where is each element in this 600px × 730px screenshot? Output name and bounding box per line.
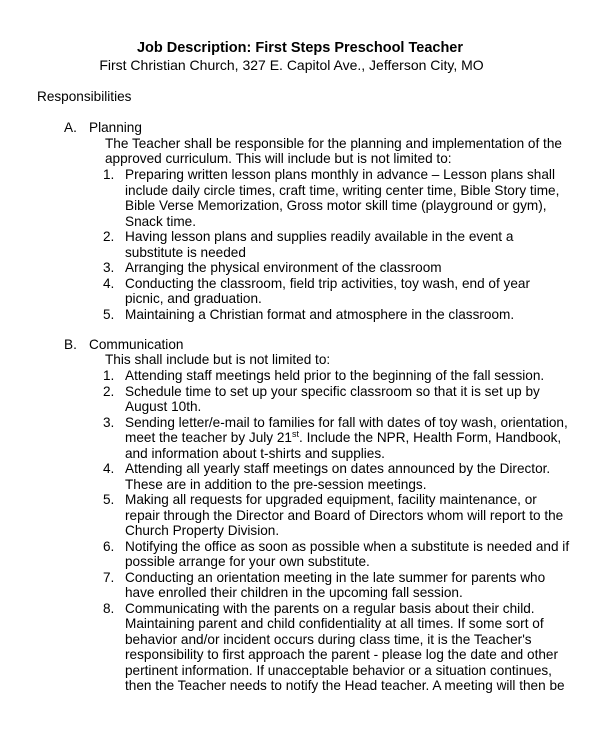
item-number: 4. — [103, 461, 115, 476]
item-text: Attending staff meetings held prior to the beginning of the fall session. — [125, 368, 545, 383]
item-text-end: . Include the NPR, Health Form, Handbook, and information about t-shirts and supplies. — [125, 430, 562, 461]
ordinal-suffix: st — [292, 429, 300, 439]
item-text: Attending all yearly staff meetings on dates announced by the Director. These are in addition to the pre-session meetings. — [125, 461, 551, 492]
planning-list — [0, 167, 570, 322]
item-text: Arranging the physical environment of the classroom — [125, 260, 442, 275]
section-label: Planning — [89, 120, 142, 135]
list-item — [0, 260, 570, 276]
list-item — [0, 539, 570, 570]
item-number: 7. — [103, 569, 115, 585]
section-letter: A. — [64, 120, 77, 135]
item-number: 6. — [103, 538, 115, 554]
list-item — [0, 384, 570, 415]
item-number: 3. — [103, 414, 115, 430]
responsibilities-heading: Responsibilities — [37, 89, 132, 104]
item-text: Maintaining a Christian format and atmosphere in the classroom. — [125, 306, 515, 322]
list-item — [0, 415, 570, 462]
document-title: Job Description: First Steps Preschool Teacher — [136, 40, 464, 56]
item-number: 1. — [103, 167, 115, 182]
list-item — [0, 461, 570, 492]
item-number: 1. — [103, 368, 115, 383]
item-text-start: Sending letter/e-mail to families for fall with dates of toy wash, orientation, meet the teacher by July 21 — [125, 414, 568, 445]
section-label: Communication — [89, 337, 184, 352]
item-text: Schedule time to set up your specific classroom so that it is set up by August 10th. — [125, 383, 540, 414]
item-number: 3. — [103, 260, 115, 275]
item-number: 8. — [103, 600, 115, 616]
item-number: 5. — [103, 306, 115, 322]
communication-list — [0, 368, 570, 694]
list-item — [0, 276, 570, 307]
communication-intro: This shall include but is not limited to: — [105, 352, 331, 367]
planning-intro-line-1: The Teacher shall be responsible for the planning and implementation of the — [105, 136, 562, 151]
item-text: Conducting the classroom, field trip activities, toy wash, end of year picnic, and graduation. — [125, 275, 530, 306]
item-text: Conducting an orientation meeting in the late summer for parents who have enrolled their children in the upcoming fall session. — [125, 569, 546, 600]
list-item — [0, 307, 570, 323]
section-letter: B. — [64, 337, 77, 352]
item-number: 2. — [103, 229, 115, 244]
list-item — [0, 229, 570, 260]
planning-intro-line-2: approved curriculum. This will include but is not limited to: — [105, 151, 452, 166]
list-item — [0, 601, 570, 694]
item-text: Communicating with the parents on a regular basis about their child. Maintaining parent and child confidentiality at all times. If some sort of behavior and/or incident occurs during class time, it is the Teacher's responsibility to first approach the parent - please log the date and other pertinent information. If unacceptable behavior or a situation continues, then the Teacher needs to notify the Head teacher. A meeting will then be — [125, 600, 565, 693]
list-item — [0, 368, 570, 384]
list-item — [0, 167, 570, 229]
item-number: 2. — [103, 383, 115, 399]
item-text: Preparing written lesson plans monthly in advance – Lesson plans shall include daily circle times, craft time, writing center time, Bible Story time, Bible Verse Memorization, Gross motor skill time (playground or gym), Snack time. — [125, 167, 560, 229]
item-text: Having lesson plans and supplies readily available in the event a substitute is needed — [125, 229, 514, 260]
document-subtitle: First Christian Church, 327 E. Capitol Ave., Jefferson City, MO — [99, 57, 484, 73]
item-text: Making all requests for upgraded equipment, facility maintenance, or repair through the Director and Board of Directors whom will report to the Church Property Division. — [125, 492, 564, 538]
item-number: 5. — [103, 492, 115, 507]
item-number: 4. — [103, 275, 115, 291]
list-item — [0, 570, 570, 601]
list-item — [0, 492, 570, 539]
item-text: Notifying the office as soon as possible when a substitute is needed and if possible arrange for your own substitute. — [125, 538, 570, 569]
